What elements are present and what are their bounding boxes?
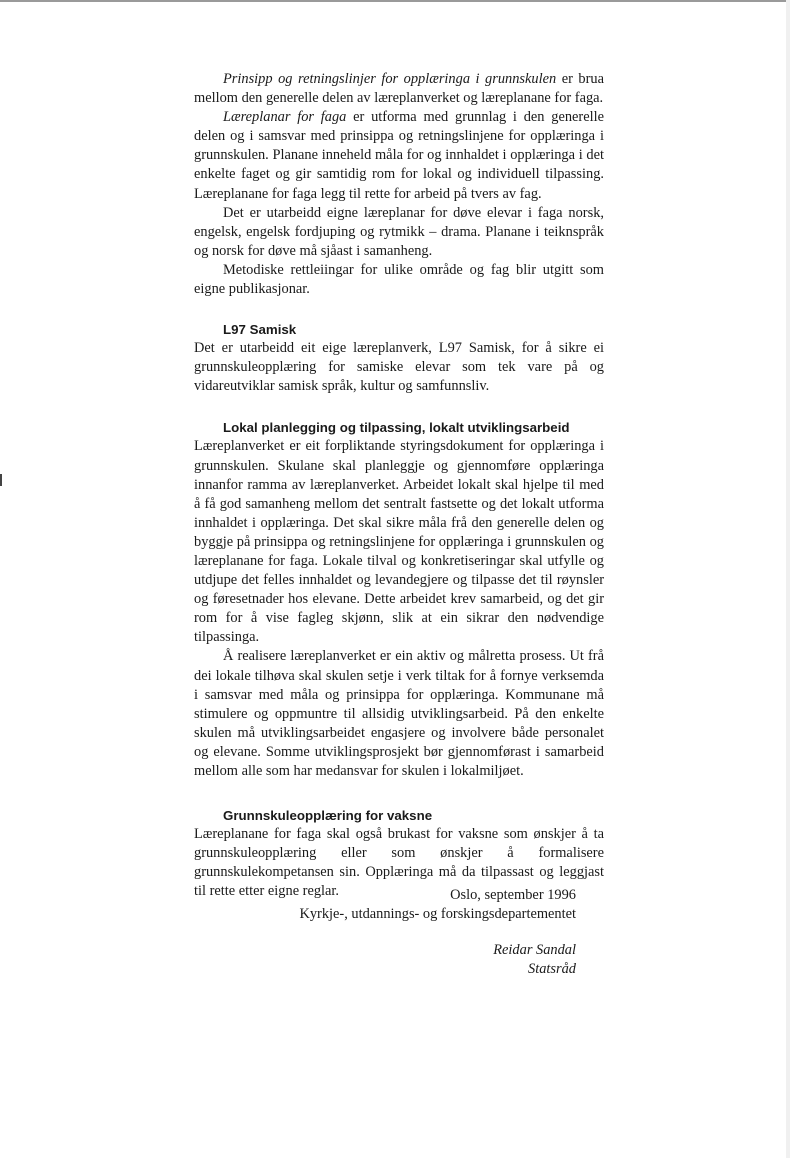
samisk-paragraph: Det er utarbeidd eit eige læreplanverk, L97 Samisk, for å sikre ei grunnskuleopplæring for samiske elevar som tek vare på og vidareutviklar samisk språk, kultur og samfunnsliv. (194, 340, 604, 395)
intro-paragraph-2 (194, 108, 604, 203)
intro-paragraph-1 (194, 70, 604, 108)
intro-paragraph-4: Metodiske rettleiingar for ulike område og fag blir utgitt som eigne publikasjonar. (194, 261, 604, 298)
intro-section (194, 70, 604, 299)
place-date: Oslo, september 1996 (450, 887, 576, 903)
intro-text-2: er utforma med grunnlag i den generelle delen og i samsvar med prinsippa og retningslinjene for opplæringa i grunnskulen. Planane inneheld måla for og innhaldet i opplæringa i det enkelte faget og gir samtidig rom for lokal og individuell tilpassing. Læreplanane for faga legg til rette for arbeid på tvers av fag. (194, 109, 604, 202)
lokal-section (194, 418, 604, 781)
signer-title: Statsråd (528, 961, 576, 977)
intro-paragraph-3: Det er utarbeidd eigne læreplanar for døve elevar i faga norsk, engelsk, engelsk fordjuping og rytmikk – drama. Planane i teiknspråk og norsk for døve må sjåast i samanheng. (194, 204, 604, 259)
vaksne-paragraph: Læreplanane for faga skal også brukast for vaksne som ønskjer å ta grunnskuleopplæring eller som ønskjer å formalisere grunnskulekompetansen sin. Opplæringa må da tilpassast og leggjast til rette etter eigne reglar. (194, 826, 604, 900)
scan-top-edge (0, 0, 790, 2)
intro-italic-title-1: Prinsipp og retningslinjer for opplæringa i grunnskulen (223, 71, 557, 87)
scan-margin-mark (0, 474, 2, 486)
department-name: Kyrkje-, utdannings- og forskingsdepartementet (299, 906, 576, 923)
signer-block (194, 941, 576, 979)
samisk-section (194, 320, 604, 396)
section-heading-samisk: L97 Samisk (223, 322, 297, 338)
intro-text-1: er brua mellom den generelle delen av læreplanverket og læreplanane for faga. (194, 71, 604, 107)
intro-italic-title-2: Læreplanar for faga (223, 109, 347, 126)
page-body (194, 70, 604, 901)
section-heading-vaksne: Grunnskuleopplæring for vaksne (223, 808, 433, 824)
section-heading-lokal: Lokal planlegging og tilpassing, lokalt utviklingsarbeid (223, 420, 570, 436)
lokal-paragraph-1: Læreplanverket er eit forpliktande styringsdokument for opplæringa i grunnskulen. Skulane skal planleggje og gjennomføre opplæringa innanfor ramma av læreplanverket. Arbeidet lokalt skal hjelpe til med å få god samanheng mellom det sentralt fastsette og det lokalt utforma innhaldet i opplæringa. Det skal sikre måla frå den generelle delen og byggje på prinsippa og retningslinjene for opplæringa i grunnskulen og læreplanane for faga. Lokale tilval og konkretiseringar skal utfylle og utdjupe det felles innhaldet og levandegjere og tilpasse det til røynsler og føresetnader hos elevane. Dette arbeidet krev samarbeid, og det gir rom for å vise fagleg skjønn, slik at ein sikrar den nødvendige tilpassinga. (194, 438, 604, 646)
scan-right-edge (786, 0, 790, 1158)
lokal-paragraph-2: Å realisere læreplanverket er ein aktiv og målretta prosess. Ut frå dei lokale tilhøva skal skulen setje i verk tiltak for å fornye verksemda i samsvar med måla og prinsippa for opplæringa. Kommunane må stimulere og oppmuntre til allsidig utviklingsarbeid. På den enkelte skulen må utviklingsarbeidet engasjere og involvere både personalet og elevane. Somme utviklingsprosjekt bør gjennomførast i samarbeid mellom alle som har medansvar for skulen i lokalmiljøet. (194, 648, 604, 779)
signature-block (194, 886, 576, 925)
signer-name: Reidar Sandal (493, 942, 576, 958)
